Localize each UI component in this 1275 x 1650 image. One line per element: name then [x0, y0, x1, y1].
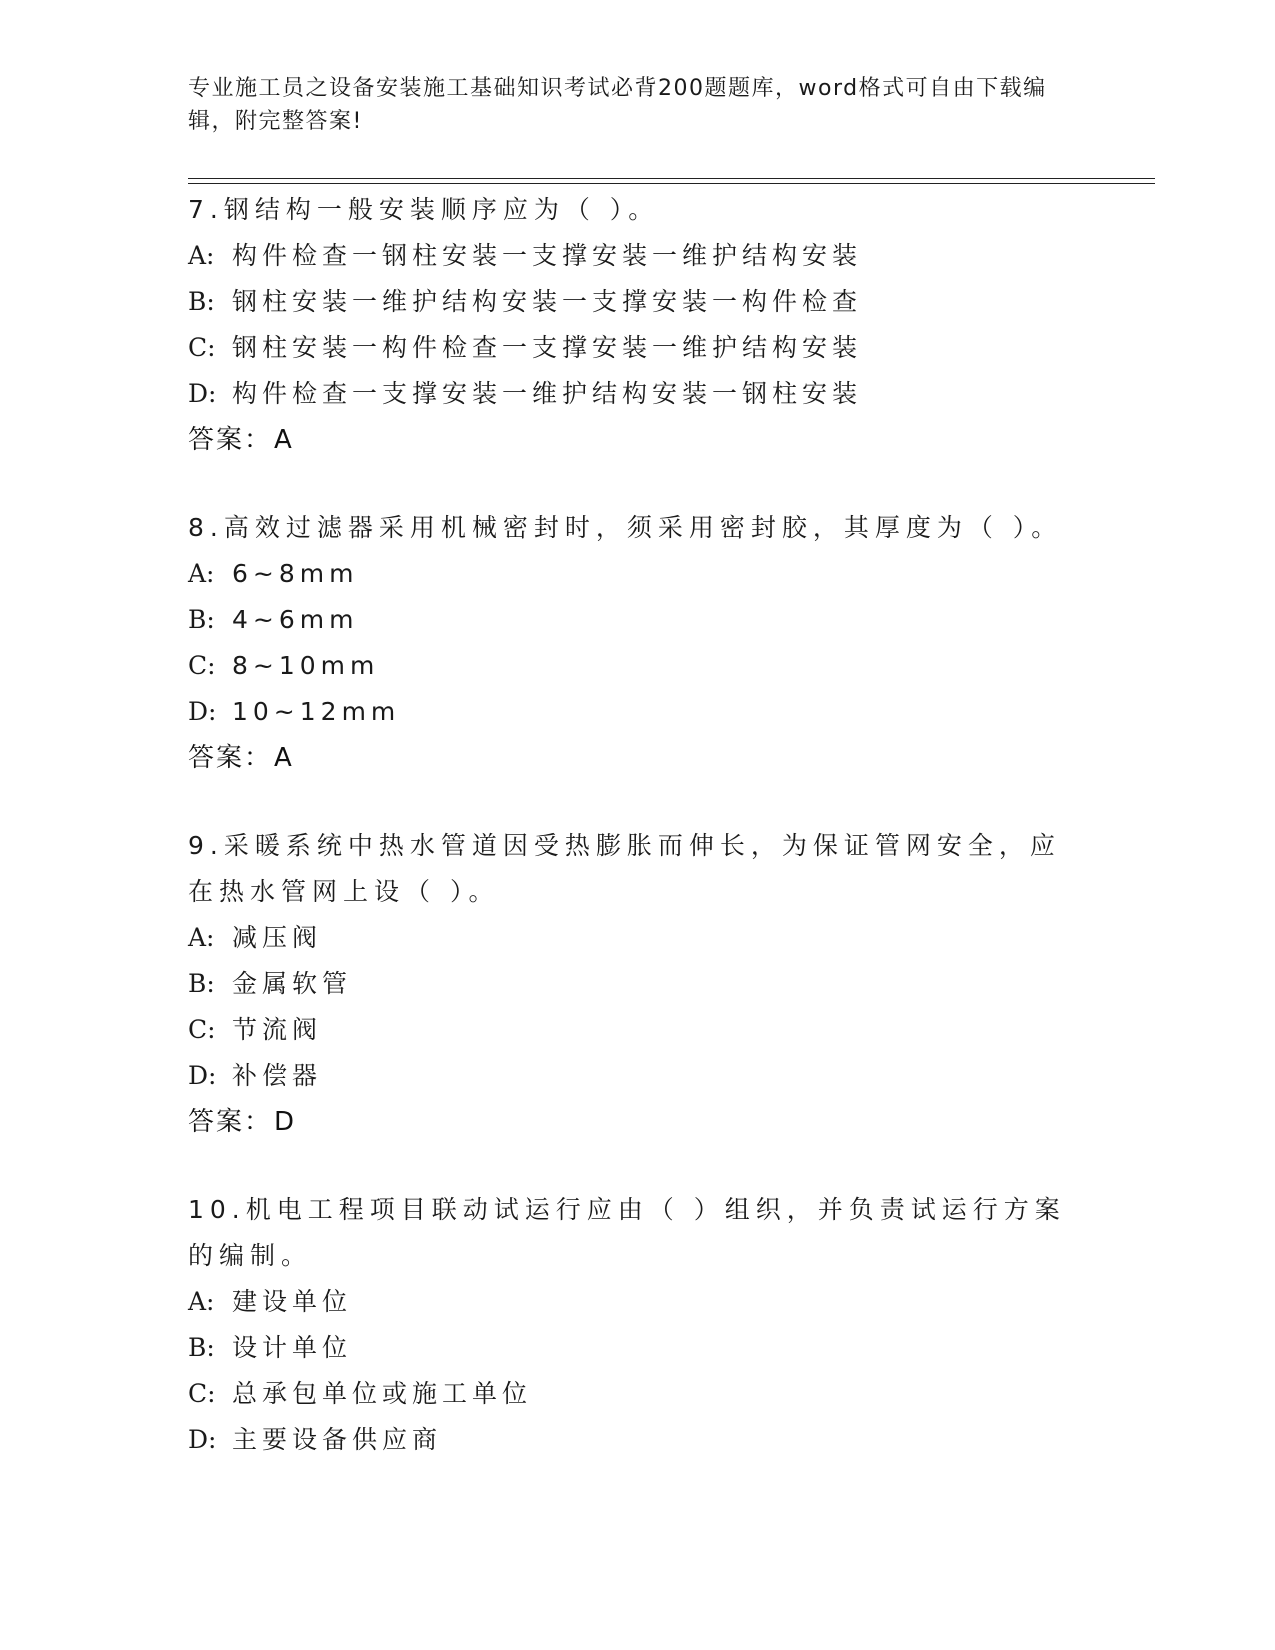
question-stem: 10.机电工程项目联动试运行应由（ ）组织，并负责试运行方案的编制。: [188, 1195, 1066, 1270]
option-letter: C:: [188, 333, 216, 362]
option-letter: D:: [188, 697, 217, 726]
question-item: [188, 823, 1088, 1145]
option-text: 4~6mm: [232, 605, 359, 634]
option-letter: C:: [188, 1379, 216, 1408]
question-item: [188, 187, 1088, 463]
option-b: [188, 961, 1088, 1007]
option-letter: B:: [188, 969, 215, 998]
option-b: [188, 1325, 1088, 1371]
question-stem: 8.高效过滤器采用机械密封时，须采用密封胶，其厚度为（ ）。: [188, 513, 1063, 542]
answer-label: 答案：: [188, 1107, 273, 1137]
option-a: [188, 915, 1088, 961]
option-text: 钢柱安装一维护结构安装一支撑安装一构件检查: [232, 287, 863, 316]
option-text: 主要设备供应商: [232, 1425, 443, 1454]
answer-label: 答案：: [188, 425, 273, 455]
question-item: [188, 505, 1088, 781]
option-letter: A:: [188, 1287, 215, 1316]
option-c: [188, 325, 1088, 371]
option-d: [188, 371, 1088, 417]
question-item: [188, 1187, 1088, 1463]
option-c: [188, 1371, 1088, 1417]
option-letter: A:: [188, 923, 215, 952]
question-list: [188, 187, 1088, 1463]
option-a: [188, 233, 1088, 279]
option-b: [188, 597, 1088, 643]
option-text: 构件检查一钢柱安装一支撑安装一维护结构安装: [232, 241, 863, 270]
header-divider-top: [188, 178, 1155, 179]
option-letter: B:: [188, 287, 215, 316]
option-letter: A:: [188, 241, 215, 270]
option-letter: D:: [188, 1061, 217, 1090]
answer-label: 答案：: [188, 743, 273, 773]
answer-line: [188, 417, 1088, 463]
option-d: [188, 689, 1088, 735]
option-letter: A:: [188, 559, 215, 588]
option-text: 减压阀: [232, 923, 323, 952]
option-text: 6~8mm: [232, 559, 359, 588]
option-b: [188, 279, 1088, 325]
option-letter: B:: [188, 605, 215, 634]
option-letter: C:: [188, 1015, 216, 1044]
option-a: [188, 551, 1088, 597]
option-text: 补偿器: [232, 1061, 323, 1090]
option-letter: D:: [188, 1425, 217, 1454]
option-d: [188, 1417, 1088, 1463]
header-divider-bottom: [188, 183, 1155, 184]
option-text: 10~12mm: [232, 697, 401, 726]
answer-value: A: [274, 743, 294, 773]
option-text: 设计单位: [232, 1333, 353, 1362]
option-c: [188, 643, 1088, 689]
option-letter: B:: [188, 1333, 215, 1362]
answer-line: [188, 1099, 1088, 1145]
answer-line: [188, 735, 1088, 781]
question-stem: 9.采暖系统中热水管道因受热膨胀而伸长，为保证管网安全，应在热水管网上设（ ）。: [188, 831, 1061, 906]
option-text: 8~10mm: [232, 651, 380, 680]
option-text: 金属软管: [232, 969, 353, 998]
option-text: 钢柱安装一构件检查一支撑安装一维护结构安装: [232, 333, 863, 362]
option-d: [188, 1053, 1088, 1099]
option-letter: D:: [188, 379, 217, 408]
option-text: 建设单位: [232, 1287, 353, 1316]
option-text: 总承包单位或施工单位: [232, 1379, 533, 1408]
option-letter: C:: [188, 651, 216, 680]
document-header: 专业施工员之设备安装施工基础知识考试必背200题题库，word格式可自由下载编辑，附完整答案!: [188, 76, 1047, 134]
answer-value: D: [274, 1107, 297, 1137]
option-text: 构件检查一支撑安装一维护结构安装一钢柱安装: [232, 379, 863, 408]
option-a: [188, 1279, 1088, 1325]
option-c: [188, 1007, 1088, 1053]
answer-value: A: [274, 425, 294, 455]
question-stem: 7.钢结构一般安装顺序应为（ ）。: [188, 195, 660, 224]
option-text: 节流阀: [232, 1015, 323, 1044]
